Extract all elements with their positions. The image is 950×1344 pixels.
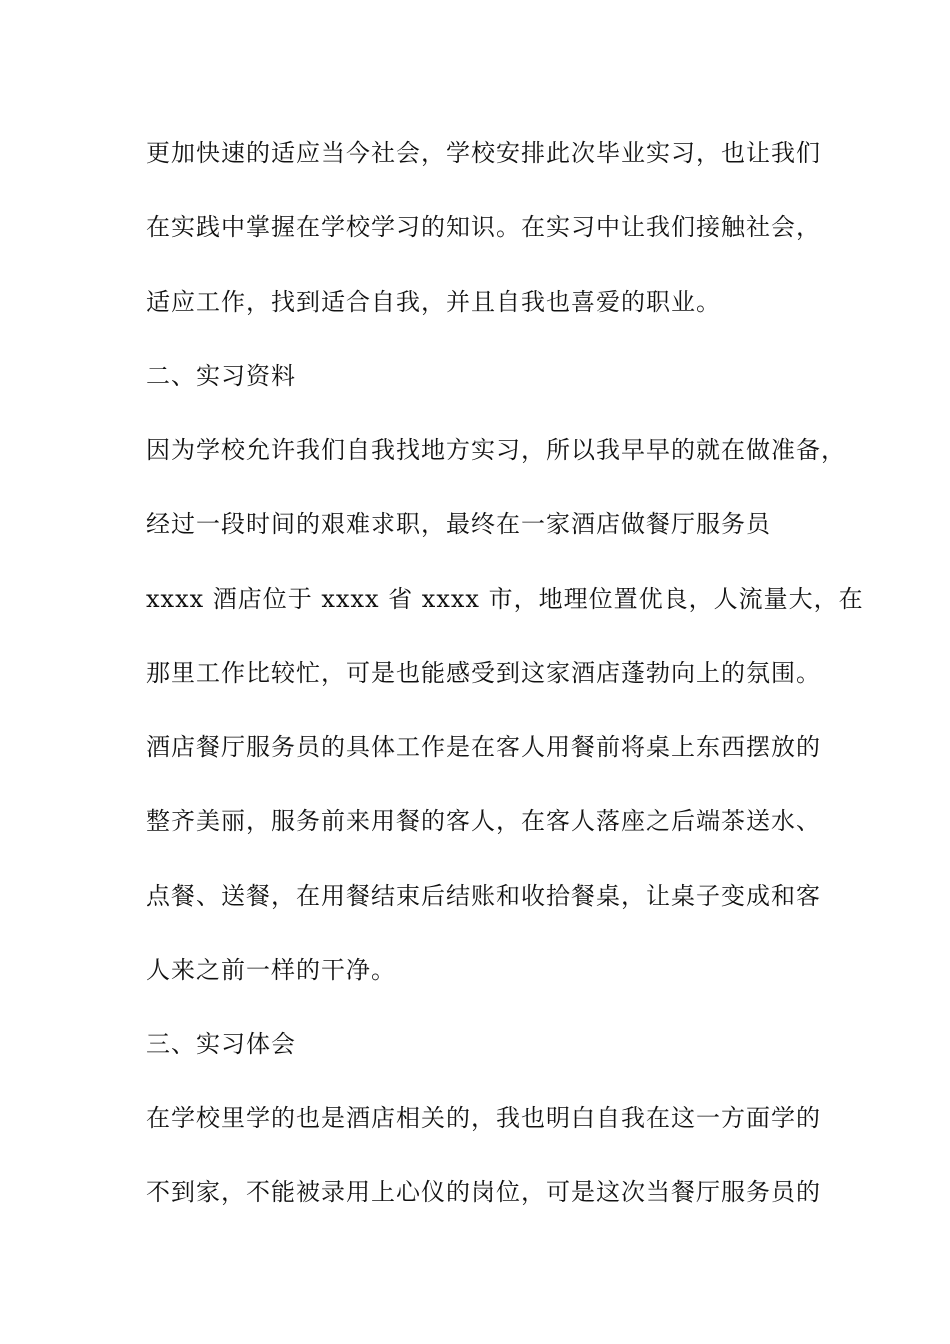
paragraph-line: 因为学校允许我们自我找地方实习，所以我早早的就在做准备， <box>146 436 846 464</box>
paragraph-line: 点餐、送餐，在用餐结束后结账和收拾餐桌，让桌子变成和客 <box>146 882 821 910</box>
section-heading-internship-experience: 三、实习体会 <box>146 1030 296 1058</box>
paragraph-line: 适应工作，找到适合自我，并且自我也喜爱的职业。 <box>146 288 721 316</box>
paragraph-line: xxxx 酒店位于 xxxx 省 xxxx 市，地理位置优良，人流量大，在 <box>146 585 864 613</box>
paragraph-line: 整齐美丽，服务前来用餐的客人，在客人落座之后端茶送水、 <box>146 807 821 835</box>
paragraph-line: 不到家，不能被录用上心仪的岗位，可是这次当餐厅服务员的 <box>146 1178 821 1206</box>
paragraph-line: 更加快速的适应当今社会，学校安排此次毕业实习，也让我们 <box>146 139 821 167</box>
paragraph-line: 酒店餐厅服务员的具体工作是在客人用餐前将桌上东西摆放的 <box>146 733 821 761</box>
paragraph-line: 人来之前一样的干净。 <box>146 956 396 984</box>
paragraph-line: 在学校里学的也是酒店相关的，我也明白自我在这一方面学的 <box>146 1104 821 1132</box>
paragraph-line: 经过一段时间的艰难求职，最终在一家酒店做餐厅服务员 <box>146 510 771 538</box>
paragraph-line: 那里工作比较忙，可是也能感受到这家酒店蓬勃向上的氛围。 <box>146 659 821 687</box>
paragraph-line: 在实践中掌握在学校学习的知识。在实习中让我们接触社会， <box>146 213 821 241</box>
section-heading-internship-content: 二、实习资料 <box>146 362 296 390</box>
